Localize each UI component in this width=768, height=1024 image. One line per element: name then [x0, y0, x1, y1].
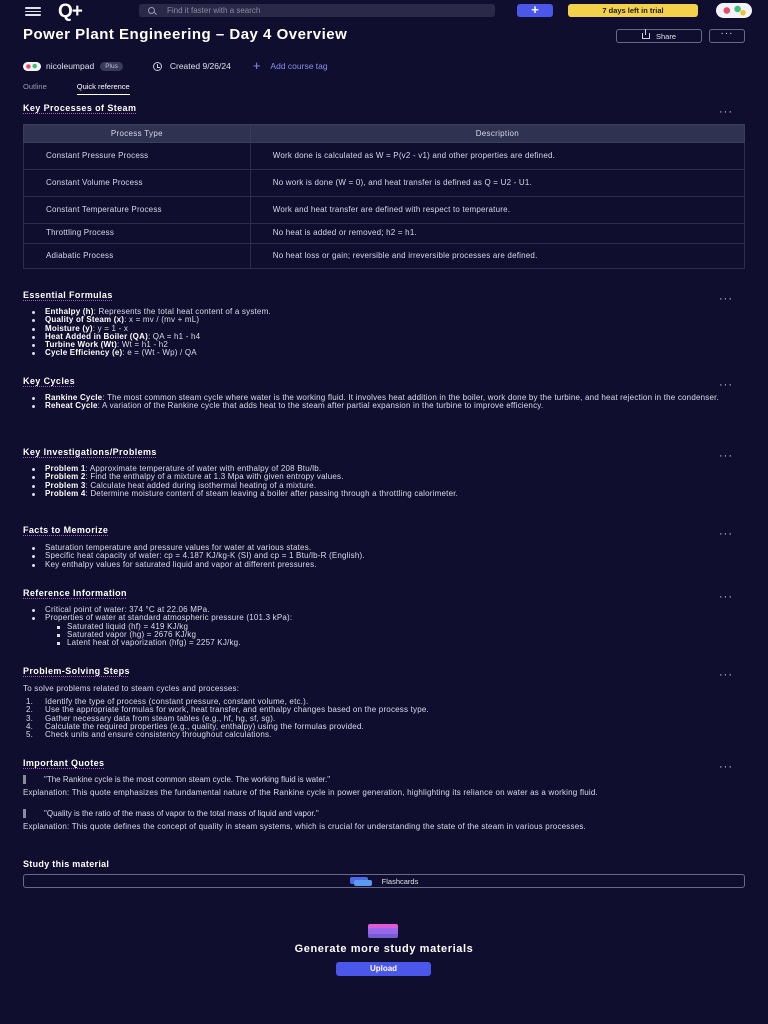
list-item: Saturated liquid (hf) = 419 KJ/kg — [67, 623, 745, 631]
list-item: Critical point of water: 374 °C at 22.06 MPa. — [45, 606, 745, 614]
list-item: Latent heat of vaporization (hfg) = 2257 KJ/kg. — [67, 639, 745, 647]
table-row — [24, 143, 745, 170]
share-label: Share — [655, 31, 676, 41]
list-item: Saturated vapor (hg) = 2676 KJ/kg — [67, 631, 745, 639]
more-options-button[interactable]: ··· — [709, 29, 745, 43]
menu-icon[interactable] — [25, 7, 41, 15]
section-more-button[interactable]: ··· — [719, 761, 733, 773]
user-avatar[interactable] — [716, 3, 752, 18]
table-cell: No work is done (W = 0), and heat transfer is defined as Q = U2 - U1. — [250, 170, 744, 197]
table-cell: Adiabatic Process — [24, 244, 251, 269]
section-more-button[interactable]: ··· — [719, 669, 733, 681]
section-title-reference: Reference Information — [23, 588, 127, 598]
formulas-list — [45, 308, 745, 358]
reference-list — [45, 606, 745, 647]
flashcards-button[interactable] — [23, 874, 745, 888]
process-table — [23, 124, 745, 269]
list-item: Saturation temperature and pressure values for water at various states. — [45, 544, 745, 552]
generate-title: Generate more study materials — [294, 943, 474, 955]
share-button[interactable] — [616, 29, 702, 43]
reference-sublist — [67, 623, 745, 648]
steps-intro: To solve problems related to steam cycles and processes: — [23, 684, 240, 693]
section-title-steps: Problem-Solving Steps — [23, 666, 130, 676]
table-cell: Constant Temperature Process — [24, 197, 251, 224]
section-more-button[interactable]: ··· — [719, 528, 733, 540]
list-item: Enthalpy (h): Represents the total heat content of a system. — [45, 308, 745, 316]
share-icon — [642, 33, 650, 39]
section-more-button[interactable]: ··· — [719, 379, 733, 391]
study-title: Study this material — [23, 859, 110, 869]
list-item: Heat Added in Boiler (QA): QA = h1 - h4 — [45, 333, 745, 341]
add-course-tag-link[interactable]: Add course tag — [270, 61, 328, 71]
page-title: Power Plant Engineering – Day 4 Overview — [23, 26, 348, 43]
section-title-facts: Facts to Memorize — [23, 525, 109, 535]
author-name: nicoleumpad — [46, 61, 95, 71]
tab-quick-reference[interactable]: Quick reference — [77, 82, 130, 95]
section-title-cycles: Key Cycles — [23, 376, 76, 386]
list-item: Properties of water at standard atmospheric pressure (101.3 kPa): Saturated liquid (hf) = 419 KJ/kg Saturated vapor (hg) = 2676 KJ/kg Latent heat of vaporization (hfg) = 2257 KJ/kg. — [45, 614, 745, 647]
list-item: Cycle Efficiency (e): e = (Wt - Wp) / QA — [45, 349, 745, 357]
table-row — [24, 197, 745, 224]
plus-icon[interactable]: + — [252, 58, 261, 73]
section-title-problems: Key Investigations/Problems — [23, 447, 157, 457]
table-cell: Constant Pressure Process — [24, 143, 251, 170]
list-item: 2. Use the appropriate formulas for work, heat transfer, and enthalpy changes based on the process type. — [26, 705, 429, 715]
list-item: Rankine Cycle: The most common steam cycle where water is the working fluid. It involves heat addition in the boiler, work done by the turbine, and heat rejection in the condenser. — [45, 394, 745, 402]
study-materials-icon — [368, 924, 398, 938]
search-icon — [148, 7, 155, 14]
clock-icon — [153, 62, 162, 71]
list-item: Problem 4: Determine moisture content of steam leaving a boiler after passing through a throttling calorimeter. — [45, 490, 745, 498]
tab-outline[interactable]: Outline — [23, 82, 47, 91]
flashcards-label: Flashcards — [381, 876, 419, 886]
section-more-button[interactable]: ··· — [719, 293, 733, 305]
list-item: Problem 3: Calculate heat added during isothermal heating of a mixture. — [45, 482, 745, 490]
list-item: Moisture (y): y = 1 - x — [45, 325, 745, 333]
quote-block: "The Rankine cycle is the most common steam cycle. The working fluid is water." — [23, 775, 330, 784]
table-header: Description — [250, 125, 744, 143]
list-item: Specific heat capacity of water: cp = 4.187 KJ/kg-K (SI) and cp = 1 Btu/lb-R (English). — [45, 552, 745, 560]
table-cell: Constant Volume Process — [24, 170, 251, 197]
section-title-key-processes: Key Processes of Steam — [23, 103, 137, 113]
cycles-list — [45, 394, 745, 411]
section-more-button[interactable]: ··· — [719, 106, 733, 118]
app-logo[interactable]: Q+ — [58, 1, 82, 22]
list-item: 3. Gather necessary data from steam tables (e.g., hf, hg, sf, sg). — [26, 713, 276, 723]
table-cell: No heat is added or removed; h2 = h1. — [250, 224, 744, 244]
list-item: Quality of Steam (x): x = mv / (mv + mL) — [45, 316, 745, 324]
list-item: Turbine Work (Wt): Wt = h1 - h2 — [45, 341, 745, 349]
upload-button[interactable]: Upload — [336, 962, 431, 976]
steps-list — [26, 697, 745, 740]
list-item: Key enthalpy values for saturated liquid and vapor at different pressures. — [45, 561, 745, 569]
doc-meta — [23, 60, 328, 72]
section-more-button[interactable]: ··· — [719, 591, 733, 603]
quote-explanation: Explanation: This quote emphasizes the fundamental nature of the Rankine cycle in power generation, highlighting its reliance on water as a working fluid. — [23, 788, 598, 797]
list-item: 4. Calculate the required properties (e.g., quality, enthalpy) using the formulas provided. — [26, 721, 364, 731]
table-row — [24, 170, 745, 197]
flashcards-icon — [350, 877, 372, 886]
section-more-button[interactable]: ··· — [719, 450, 733, 462]
list-item: Reheat Cycle: A variation of the Rankine cycle that adds heat to the steam after partial expansion in the turbine to improve efficiency. — [45, 402, 745, 410]
quote-block: "Quality is the ratio of the mass of vapor to the total mass of liquid and vapor." — [23, 809, 319, 818]
trial-badge[interactable]: 7 days left in trial — [568, 4, 698, 17]
table-row — [24, 224, 745, 244]
problems-list — [45, 465, 745, 498]
list-item: Problem 1: Approximate temperature of water with enthalpy of 208 Btu/lb. — [45, 465, 745, 473]
table-cell: Work and heat transfer are defined with respect to temperature. — [250, 197, 744, 224]
quote-explanation: Explanation: This quote defines the concept of quality in steam systems, which is crucial for understanding the state of the steam in various processes. — [23, 822, 586, 831]
table-cell: Throttling Process — [24, 224, 251, 244]
table-cell: No heat loss or gain; reversible and irreversible processes are defined. — [250, 244, 744, 269]
list-item: 5. Check units and ensure consistency throughout calculations. — [26, 730, 272, 740]
facts-list — [45, 544, 745, 569]
table-cell: Work done is calculated as W = P(v2 - v1) and other properties are defined. — [250, 143, 744, 170]
author-avatar — [23, 62, 41, 71]
table-header: Process Type — [24, 125, 251, 143]
section-title-quotes: Important Quotes — [23, 758, 105, 768]
plus-badge: Plus — [100, 62, 123, 71]
list-item: 1. Identify the type of process (constant pressure, constant volume, etc.). — [26, 697, 309, 706]
top-bar — [0, 0, 768, 22]
table-row — [24, 244, 745, 269]
list-item: Problem 2: Find the enthalpy of a mixture at 1.3 Mpa with given entropy values. — [45, 473, 745, 481]
created-date: Created 9/26/24 — [169, 61, 231, 71]
tab-bar — [23, 82, 130, 95]
section-title-formulas: Essential Formulas — [23, 290, 113, 300]
add-button[interactable]: + — [517, 4, 553, 17]
search-bar[interactable] — [139, 4, 495, 17]
search-input[interactable] — [167, 6, 467, 15]
